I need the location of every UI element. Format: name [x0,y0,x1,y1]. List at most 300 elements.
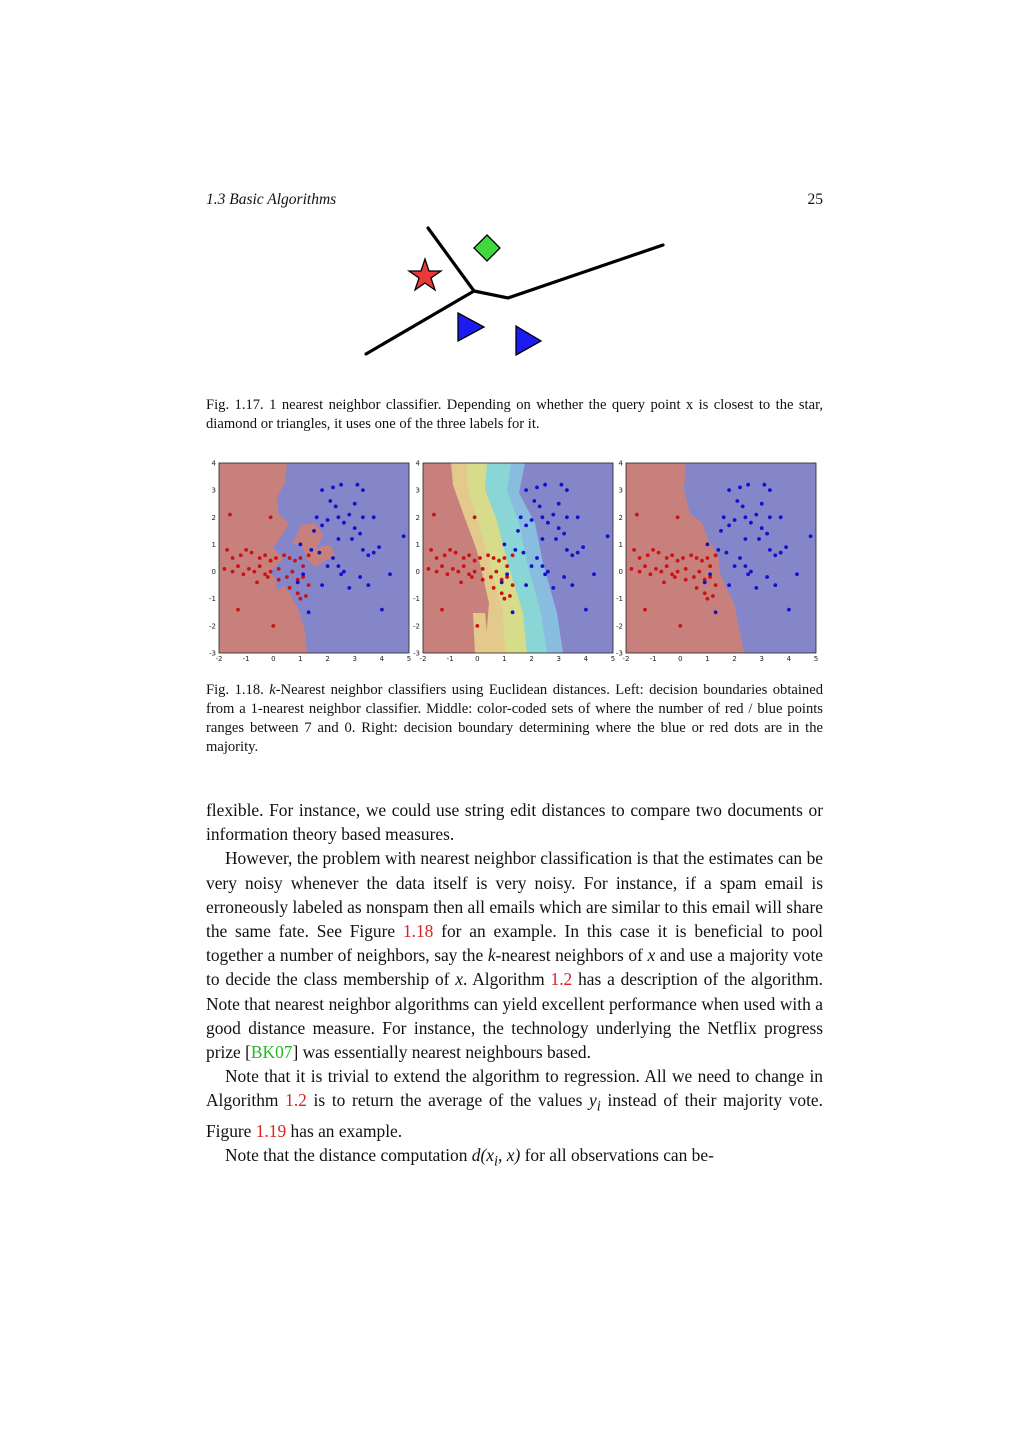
data-point [741,505,745,509]
data-point [560,483,564,487]
data-point [380,608,384,612]
data-point [266,575,270,579]
data-point [695,556,699,560]
data-point [768,548,772,552]
text: and use a majority vote to decide the class membership of [206,945,823,990]
y-tick-label: 3 [211,486,216,495]
x-tick-label: 3 [556,655,561,663]
data-point [494,570,498,574]
data-point [757,537,761,541]
data-point [269,570,273,574]
panel-middle [413,460,615,664]
data-point [638,556,642,560]
data-point [692,575,696,579]
data-point [643,608,647,612]
x-tick-label: -2 [215,655,223,663]
x-tick-label: -1 [242,655,250,663]
math: i [596,1098,601,1115]
data-point [366,553,370,557]
data-point [481,567,485,571]
data-point [309,548,313,552]
voronoi-boundaries [366,228,663,354]
data-point [716,548,720,552]
math: d(x [471,1145,494,1166]
data-point [524,524,528,528]
data-point [541,537,545,541]
data-point [670,572,674,576]
body-text [206,798,823,1174]
text: for an example. In this case it is beneficial to pool together a number of neighbors, say the [206,921,823,966]
data-point [511,610,515,614]
text: flexible. For instance, we could use string edit distances to compare two documents or information theory based measures. [206,800,823,845]
data-point [277,567,281,571]
data-point [361,548,365,552]
y-tick-label: 1 [211,540,216,549]
data-point [535,486,539,490]
data-point [651,548,655,552]
data-point [524,583,528,587]
data-point [459,581,463,585]
data-point [657,551,661,555]
data-point [654,567,658,571]
y-tick-label: 0 [618,568,623,577]
data-point [320,583,324,587]
caption-label: Fig. 1.17. [206,397,264,413]
x-tick-label: 1 [298,655,303,663]
data-point [557,502,561,506]
data-point [511,553,515,557]
data-point [754,513,758,517]
figure-1-18-caption [206,681,823,757]
data-point [478,556,482,560]
data-point [532,499,536,503]
data-point [565,515,569,519]
text: instead of their majority vote. Figure [206,1090,823,1142]
data-point [470,575,474,579]
data-point [779,551,783,555]
data-point [708,572,712,576]
data-point [735,499,739,503]
panel-left [209,460,411,664]
data-point [746,572,750,576]
data-point [700,559,704,563]
data-point [524,488,528,492]
data-point [475,624,479,628]
data-point [765,532,769,536]
paragraph [206,798,823,846]
x-tick-label: 2 [325,655,330,663]
data-point [500,581,504,585]
y-tick-label: 0 [415,568,420,577]
math: x [647,945,656,966]
data-point [467,553,471,557]
data-point [508,594,512,598]
y-tick-label: -2 [209,622,216,631]
data-point [546,570,550,574]
data-point [353,502,357,506]
text: has a description of the algorithm. Note that nearest neighbor algorithms can yield excellent performance when used with a good distance measure. For instance, the technology underlying the Netflix progress prize [ [206,969,824,1063]
running-head [206,191,823,213]
figure-ref-link[interactable]: 1.19 [255,1121,287,1142]
x-tick-label: 5 [610,655,616,663]
data-point [676,515,680,519]
data-point [503,597,507,601]
text: is to return the average of the values [306,1090,590,1111]
data-point [299,556,303,560]
data-point [372,551,376,555]
triangle-marker [458,313,484,341]
data-point [522,551,526,555]
data-point [473,570,477,574]
x-tick-label: 3 [352,655,357,663]
math: i [494,1153,499,1170]
data-point [467,572,471,576]
data-point [307,583,311,587]
data-point [307,610,311,614]
text: -nearest neighbors of [495,945,648,966]
data-point [271,624,275,628]
data-point [326,564,330,568]
data-point [277,578,281,582]
data-point [225,548,229,552]
data-point [288,556,292,560]
data-point [296,591,300,595]
data-point [473,559,477,563]
data-point [320,524,324,528]
data-point [331,556,335,560]
x-tick-label: 4 [379,655,385,663]
data-point [326,518,330,522]
y-tick-label: 1 [618,540,623,549]
y-tick-label: 2 [415,513,420,522]
data-point [727,488,731,492]
data-point [242,572,246,576]
x-tick-label: 4 [786,655,792,663]
data-point [744,564,748,568]
triangle-marker [516,326,541,355]
data-point [749,570,753,574]
algorithm-ref-link[interactable]: 1.2 [550,969,573,990]
data-point [250,551,254,555]
data-point [342,570,346,574]
y-tick-label: 2 [618,513,623,522]
data-point [462,556,466,560]
data-point [492,586,496,590]
data-point [719,529,723,533]
data-point [358,575,362,579]
data-point [481,578,485,582]
data-point [443,553,447,557]
data-point [361,515,365,519]
data-point [581,545,585,549]
data-point [684,578,688,582]
data-point [551,586,555,590]
data-point [288,586,292,590]
data-point [795,572,799,576]
data-point [643,564,647,568]
data-point [312,529,316,533]
data-point [551,513,555,517]
x-tick-label: -1 [446,655,454,663]
data-point [503,556,507,560]
text: for all observations can be- [520,1145,714,1166]
data-point [592,572,596,576]
data-point [377,545,381,549]
data-point [744,537,748,541]
data-point [727,524,731,528]
data-point [714,583,718,587]
x-tick-label: 5 [813,655,819,663]
data-point [269,515,273,519]
data-point [304,594,308,598]
data-point [486,553,490,557]
data-point [722,515,726,519]
data-point [347,513,351,517]
data-point [339,483,343,487]
data-point [402,534,406,538]
y-tick-label: -1 [616,595,623,604]
boundary-segment [474,245,663,298]
data-point [543,572,547,576]
data-point [768,515,772,519]
data-point [635,513,639,517]
math: k [487,945,496,966]
data-point [708,564,712,568]
data-point [263,553,267,557]
data-point [530,564,534,568]
data-point [236,564,240,568]
data-point [337,515,341,519]
x-tick-label: 2 [529,655,534,663]
x-tick-label: 1 [705,655,710,663]
data-point [252,570,256,574]
x-tick-label: 3 [759,655,764,663]
data-point [236,608,240,612]
data-point [809,534,813,538]
data-point [337,537,341,541]
text: ] was essentially nearest neighbours based. [292,1042,591,1063]
data-point [711,594,715,598]
y-tick-label: -3 [616,649,623,658]
data-point [350,537,354,541]
x-tick-label: 0 [475,655,480,663]
data-point [358,532,362,536]
data-point [454,551,458,555]
data-point [505,572,509,576]
page-number: 25 [807,191,823,208]
data-point [318,551,322,555]
diamond-marker [474,235,500,261]
algorithm-ref-link[interactable]: 1.2 [285,1090,307,1111]
data-point [497,559,501,563]
data-point [247,567,251,571]
data-point [646,553,650,557]
figure-1-17-caption [206,396,823,434]
data-point [372,515,376,519]
text: Note that it is trivial to extend the algorithm to regression. All we need to change in Algorithm [206,1066,823,1111]
data-point [353,526,357,530]
data-point [492,556,496,560]
data-point [315,515,319,519]
figure-1-18-plots [206,456,823,666]
data-point [440,564,444,568]
data-point [576,515,580,519]
data-point [695,586,699,590]
data-point [361,488,365,492]
text: Note that the distance computation [225,1145,472,1166]
star-marker [409,259,441,290]
data-point [328,499,332,503]
data-point [714,610,718,614]
data-point [703,591,707,595]
citation-link[interactable]: BK07 [250,1042,293,1063]
data-point [440,608,444,612]
data-point [347,586,351,590]
data-point [448,548,452,552]
data-point [446,572,450,576]
data-point [665,564,669,568]
data-point [659,570,663,574]
data-point [665,556,669,560]
data-point [339,572,343,576]
caption-k: k [269,682,276,698]
data-point [296,581,300,585]
data-point [538,505,542,509]
data-point [570,553,574,557]
paragraph [206,1064,823,1143]
data-point [706,597,710,601]
data-point [334,505,338,509]
data-point [505,564,509,568]
data-point [541,515,545,519]
caption-text: 1 nearest neighbor classifier. Depending on whether the query point x is closest to the star, diamond or triangles, it uses one of the three labels for it. [206,397,824,432]
caption-text: -Nearest neighbor classifiers using Euclidean distances. Left: decision boundaries obtained from a 1-nearest neighbor classifier. Middle: color-coded sets of where the number of red / blue points ranges between 7 and 0. Right: decision boundary determining where the blue or red dots are in the majority. [206,682,823,755]
data-point [342,521,346,525]
data-point [765,575,769,579]
y-tick-label: 3 [618,486,623,495]
data-point [301,564,305,568]
math: y [589,1090,597,1111]
data-point [500,591,504,595]
data-point [557,526,561,530]
data-point [258,556,262,560]
data-point [784,545,788,549]
data-point [738,486,742,490]
data-point [231,556,235,560]
data-point [231,570,235,574]
x-tick-label: 1 [502,655,507,663]
data-point [676,570,680,574]
y-tick-label: 2 [211,513,216,522]
data-point [282,553,286,557]
math: , x) [498,1145,521,1166]
y-tick-label: 4 [211,459,216,468]
data-point [228,513,232,517]
data-point [337,564,341,568]
text: . Algorithm [463,969,551,990]
x-tick-label: 5 [406,655,412,663]
data-point [511,583,515,587]
section-title: 1.3 Basic Algorithms [206,191,337,208]
data-point [584,608,588,612]
data-point [738,556,742,560]
data-point [541,564,545,568]
data-point [678,624,682,628]
data-point [503,543,507,547]
data-point [703,581,707,585]
data-point [733,518,737,522]
data-point [530,518,534,522]
text: However, the problem with nearest neighbor classification is that the estimates can be very noisy whenever the data itself is very noisy. For instance, if a spam email is erroneously labeled as nonspam then all emails which are similar to this email will share the same fate. See Figure [206,848,823,942]
data-point [473,515,477,519]
data-point [787,608,791,612]
data-point [462,564,466,568]
data-point [223,567,227,571]
x-tick-label: 2 [732,655,737,663]
data-point [516,529,520,533]
data-point [427,567,431,571]
data-point [269,559,273,563]
data-point [307,553,311,557]
data-point [606,534,610,538]
data-point [630,567,634,571]
data-point [697,570,701,574]
data-point [285,575,289,579]
data-point [456,570,460,574]
data-point [632,548,636,552]
text: has an example. [286,1121,403,1142]
data-point [662,581,666,585]
data-point [676,559,680,563]
data-point [562,532,566,536]
data-point [768,488,772,492]
x-tick-label: 4 [583,655,589,663]
data-point [689,553,693,557]
data-point [733,564,737,568]
data-point [754,586,758,590]
y-tick-label: -1 [413,595,420,604]
y-tick-label: -3 [209,649,216,658]
data-point [263,572,267,576]
data-point [239,553,243,557]
data-point [670,553,674,557]
data-point [749,521,753,525]
data-point [320,488,324,492]
data-point [760,526,764,530]
data-point [535,556,539,560]
data-point [706,556,710,560]
data-point [773,553,777,557]
y-tick-label: 4 [618,459,623,468]
y-tick-label: 3 [415,486,420,495]
data-point [649,572,653,576]
x-tick-label: -1 [649,655,657,663]
paragraph [206,1143,823,1174]
data-point [255,581,259,585]
data-point [681,556,685,560]
data-point [356,483,360,487]
data-point [429,548,433,552]
y-tick-label: -3 [413,649,420,658]
data-point [451,567,455,571]
boundary-segment [428,228,474,291]
data-point [543,483,547,487]
figure-ref-link[interactable]: 1.18 [402,921,434,942]
data-point [432,513,436,517]
data-point [763,483,767,487]
data-point [673,575,677,579]
data-point [331,486,335,490]
